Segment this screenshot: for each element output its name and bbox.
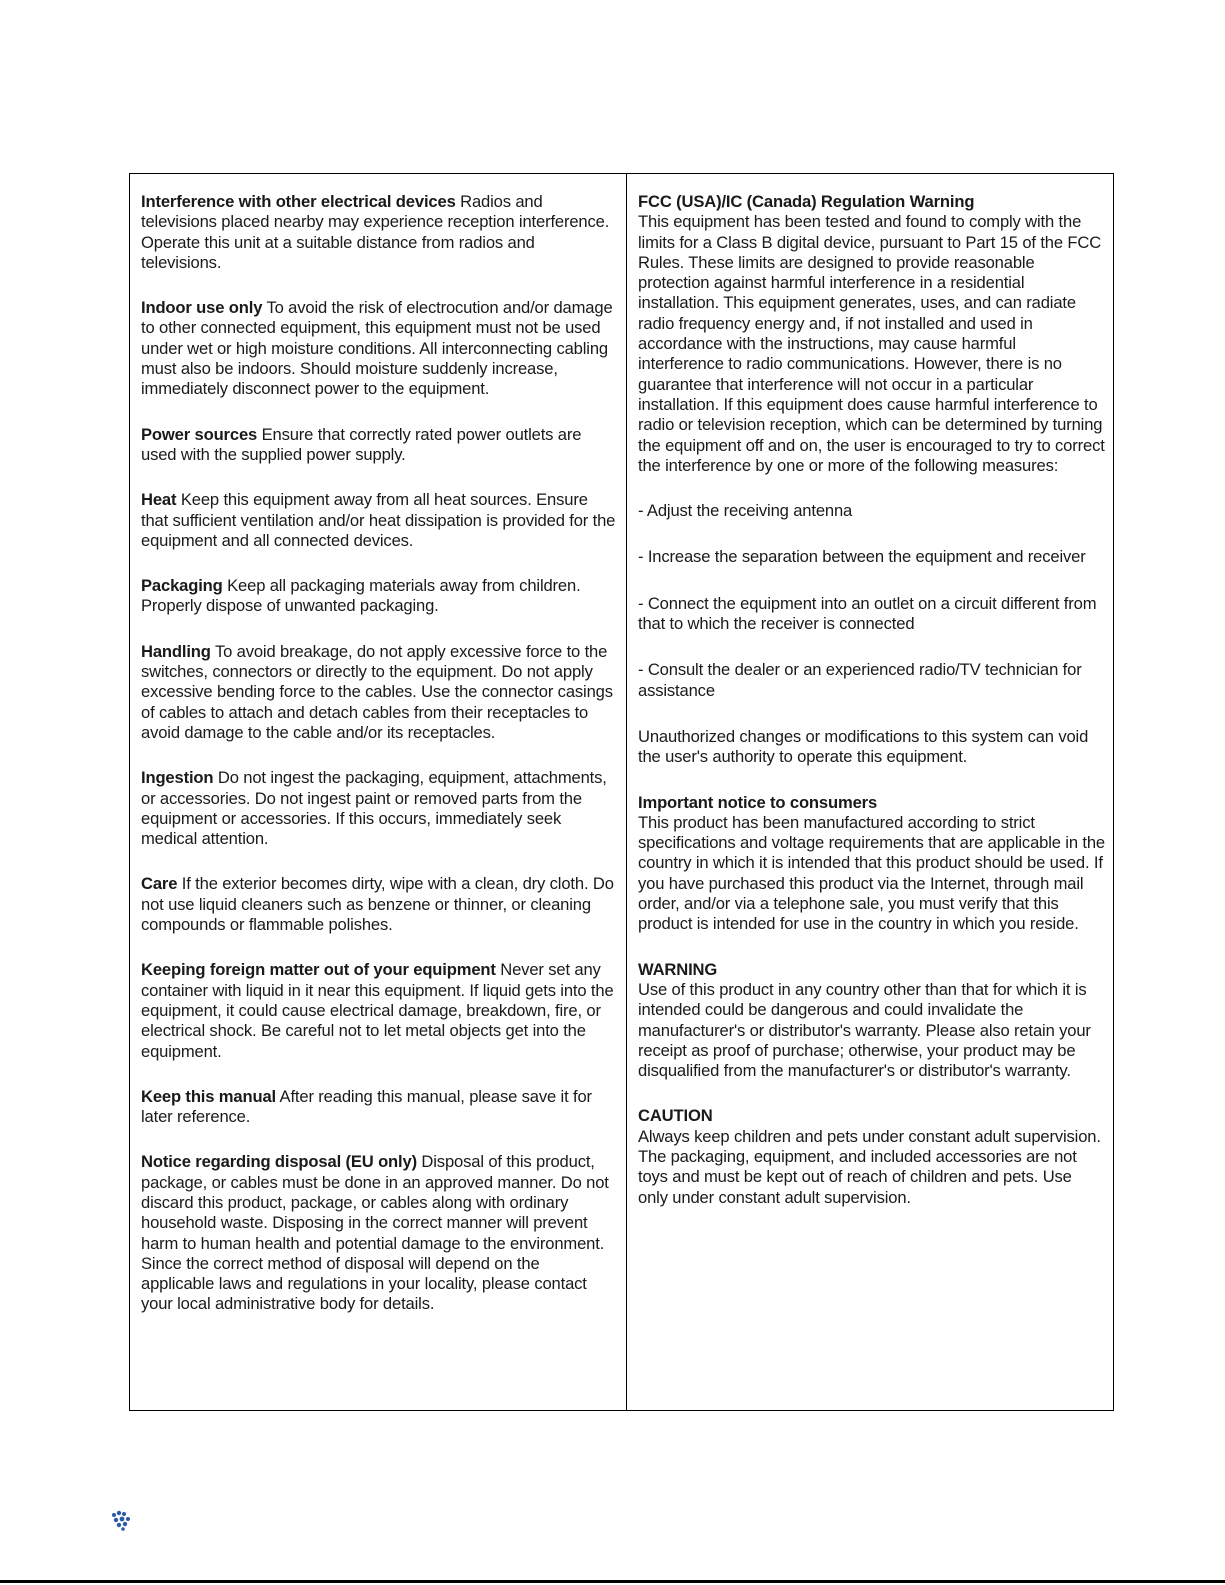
warning-heading: WARNING [638,959,718,979]
right-column [627,174,1113,1410]
notice-heat: Heat Keep this equipment away from all heat sources. Ensure that sufficient ventilation and/or heat dissipation is provided for the equipment and all connected devices. [141,490,616,550]
caution-heading: CAUTION [638,1106,713,1126]
left-column [130,174,627,1410]
notice-ingestion: Ingestion Do not ingest the packaging, equipment, attachments, or accessories. Do not ingest paint or removed parts from the equipment or accessories. If this occurs, immediately seek medical attention. [141,768,607,849]
measure-item: - Adjust the receiving antenna [638,501,853,521]
caution-notice [638,1106,1105,1207]
fcc-text: This equipment has been tested and found to comply with the limits for a Class B digital device, pursuant to Part 15 of the FCC Rules. These limits are designed to provide reasonable protection against harmful interference in a residential installation. This equipment generates, uses, and can radiate radio frequency energy and, if not installed and used in accordance with the instructions, may cause harmful interference to radio communications. However, there is no guarantee that interference will not occur in a particular installation. If this equipment does cause harmful interference to radio or television reception, which can be determined by turning the equipment off and on, the user is encouraged to try to correct the interference by one or more of the following measures: [638,212,1105,475]
notice-indoor-use: Indoor use only To avoid the risk of electrocution and/or damage to other connected equipment, this equipment must not be used under wet or high moisture conditions. All interconnecting cabling must also be indoors. Should moisture suddenly increase, immediately disconnect power to the equipment. [141,298,613,399]
fcc-heading: FCC (USA)/IC (Canada) Regulation Warning [638,192,975,211]
caution-text: Always keep children and pets under constant adult supervision. The packaging, equipment, and included accessories are not toys and must be kept out of reach of children and pets. Use only under constant adult supervision. [638,1126,1101,1207]
consumer-notice [638,793,1105,935]
consumer-heading: Important notice to consumers [638,792,878,812]
measure-item: - Connect the equipment into an outlet on a circuit different from that to which the receiver is connected [638,593,1097,634]
notice-interference: Interference with other electrical devices Radios and televisions placed nearby may experience reception interference. Operate this unit at a suitable distance from radios and televisions. [141,192,610,272]
measure-item: - Increase the separation between the equipment and receiver [638,547,1086,567]
safety-notice-table [129,173,1114,1411]
consumer-text: This product has been manufactured according to strict specifications and voltage requirements that are applicable in the country in which it is intended that this product should be used. If you have purchased this product via the Internet, through mail order, and/or via a telephone sale, you must verify that this product is intended for use in the country in which you reside. [638,812,1106,934]
warning-text: Use of this product in any country other than that for which it is intended could be dangerous and could invalidate the manufacturer's or distributor's warranty. Please also retain your receipt as proof of purchase; otherwise, your product may be disqualified from the manufacturer's or distributor's warranty. [638,979,1091,1081]
page-bottom-rule [0,1580,1225,1583]
notice-power-sources: Power sources Ensure that correctly rated power outlets are used with the supplied power supply. [141,424,582,464]
unauthorized-changes: Unauthorized changes or modifications to this system can void the user's authority to operate this equipment. [638,726,1089,767]
warning-notice [638,960,1105,1082]
notice-disposal: Notice regarding disposal (EU only) Disposal of this product, package, or cables must be done in an approved manner. Do not discard this product, package, or cables along with ordinary household waste. Disposing in the correct manner will prevent harm to human health and potential damage to the environment. Since the correct method of disposal will depend on the applicable laws and regulations in your locality, please contact your local administrative body for details. [141,1152,609,1314]
notice-handling: Handling To avoid breakage, do not apply excessive force to the switches, connectors or directly to the equipment. Do not apply excessive bending force to the cables. Use the connector casings of cables to attach and detach cables from their receptacles to avoid damage to the cable and/or its receptacles. [141,641,613,742]
measure-item: - Consult the dealer or an experienced radio/TV technician for assistance [638,660,1082,700]
notice-foreign-matter: Keeping foreign matter out of your equipment Never set any container with liquid in it near this equipment. If liquid gets into the equipment, it could cause electrical damage, breakdown, fire, or electrical shock. Be careful not to let metal objects get into the equipment. [141,960,614,1061]
fcc-warning [638,192,1105,476]
notice-packaging: Packaging Keep all packaging materials away from children. Properly dispose of unwanted packaging. [141,576,581,616]
notice-keep-manual: Keep this manual After reading this manual, please save it for later reference. [141,1086,592,1127]
brand-logo-icon [110,1510,134,1532]
notice-care: Care If the exterior becomes dirty, wipe with a clean, dry cloth. Do not use liquid cleaners such as benzene or thinner, or cleaning compounds or flammable polishes. [141,874,614,935]
